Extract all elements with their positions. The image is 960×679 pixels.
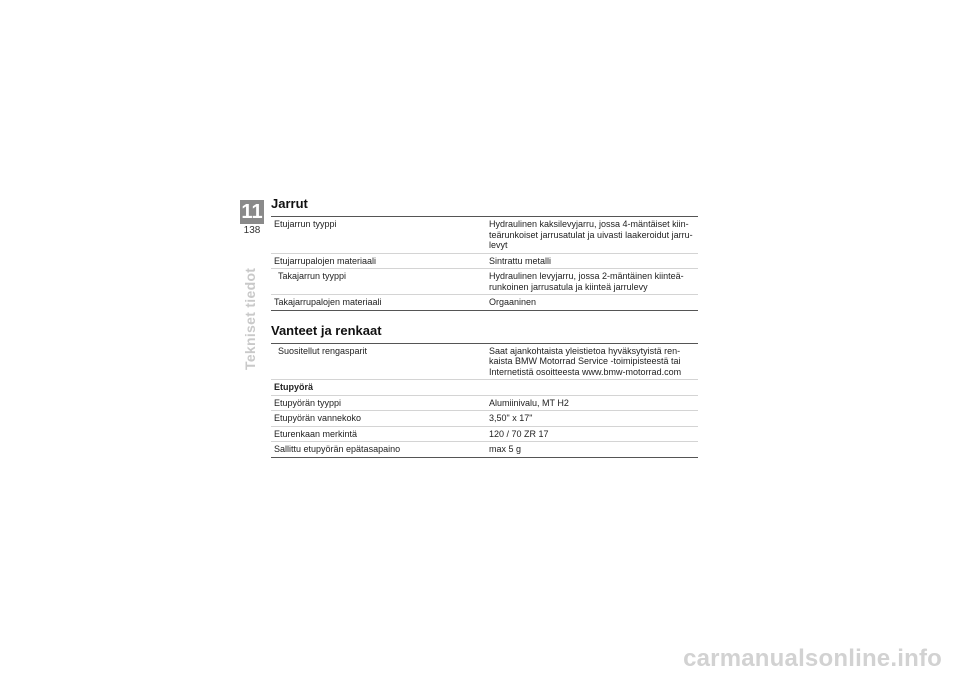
group-label: Etupyörä — [274, 382, 314, 392]
section-heading-brakes: Jarrut — [271, 196, 308, 211]
wheels-tires-table — [271, 343, 698, 458]
table-row — [271, 411, 698, 427]
table-row — [271, 396, 698, 412]
row-label: Etujarrupalojen materiaali — [274, 255, 377, 266]
row-label: Etupyörän vannekoko — [274, 413, 362, 423]
row-label: Etujarrun tyyppi — [274, 219, 337, 229]
brakes-table — [271, 216, 698, 311]
row-label: Eturenkaan merkintä — [274, 428, 358, 439]
page-content — [271, 196, 698, 458]
table-row — [271, 217, 698, 254]
table-row — [271, 427, 698, 443]
row-value: 120 / 70 ZR 17 — [489, 428, 549, 439]
chapter-number-tab: 11 — [241, 201, 263, 223]
table-row — [271, 295, 698, 310]
chapter-title-vertical: Tekniset tiedot — [242, 267, 258, 370]
row-value: Alumiinivalu, MT H2 — [489, 397, 569, 408]
row-value — [489, 382, 698, 393]
row-value: Saat ajankohtaista yleistietoa hyväksytyistä ren-kaista BMW Motorrad Service -toimipisteestä tai Internetistä osoitteesta www.bmw-motorrad.com — [489, 345, 682, 377]
table-row — [271, 442, 698, 457]
page-number: 138 — [243, 225, 261, 236]
row-value: Hydraulinen kaksilevyjarru, jossa 4-mäntäiset kiin-teärunkoiset jarrusatulat ja uivasti laakeroidut jarru-levyt — [489, 219, 693, 250]
row-value: max 5 g — [489, 444, 522, 454]
section-heading-wheels-tires: Vanteet ja renkaat — [271, 322, 382, 338]
row-label: Takajarrupalojen materiaali — [274, 297, 382, 307]
row-label: Suositellut rengasparit — [278, 345, 368, 356]
row-label: Takajarrun tyyppi — [278, 271, 347, 281]
watermark-text: carmanualsonline.info — [683, 645, 942, 672]
table-group-row — [271, 380, 698, 396]
row-value: Sintrattu metalli — [489, 255, 552, 266]
row-label: Sallittu etupyörän epätasapaino — [274, 444, 401, 454]
table-row — [271, 254, 698, 270]
row-value: Hydraulinen levyjarru, jossa 2-mäntäinen kiinteä-runkoinen jarrusatula ja kiinteä jarrulevy — [489, 271, 684, 292]
row-value: Orgaaninen — [489, 297, 537, 307]
table-row — [271, 269, 698, 295]
row-label: Etupyörän tyyppi — [274, 397, 342, 408]
table-row — [271, 344, 698, 381]
row-value: 3,50" x 17" — [489, 413, 533, 423]
